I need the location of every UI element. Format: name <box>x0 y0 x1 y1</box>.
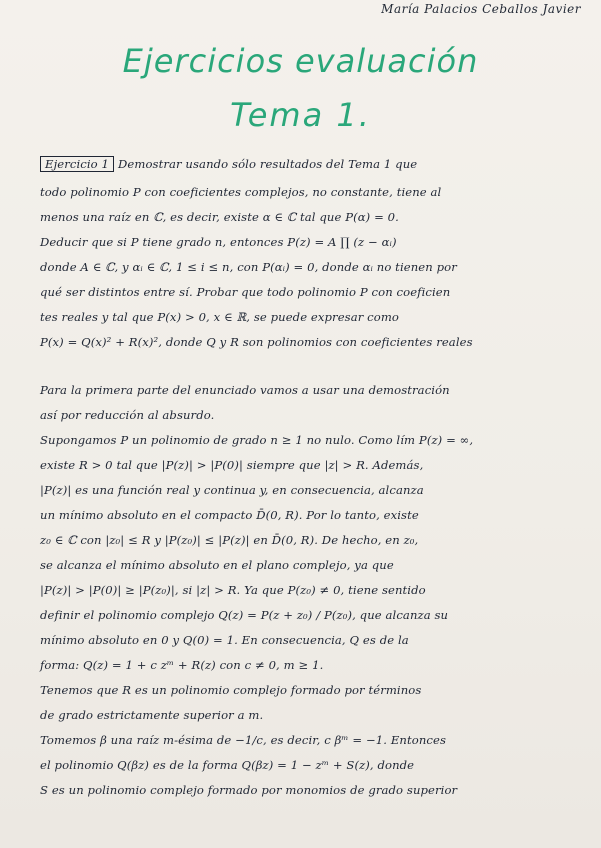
answer-line-5: |P(z)| es una función real y continua y, en consecuencia, alcanza <box>40 483 424 497</box>
statement-line-3: menos una raíz en ℂ, es decir, existe α ∈ ℂ tal que P(α) = 0. <box>40 210 399 224</box>
statement-line-6: qué ser distintos entre sí. Probar que todo polinomio P con coeficien <box>40 285 451 299</box>
author-name: María Palacios Ceballos Javier <box>381 2 581 16</box>
statement-line-8: P(x) = Q(x)² + R(x)², donde Q y R son polinomios con coeficientes reales <box>40 335 473 349</box>
answer-line-17: S es un polinomio complejo formado por monomios de grado superior <box>40 783 458 797</box>
statement-line-7: tes reales y tal que P(x) > 0, x ∈ ℝ, se puede expresar como <box>40 310 399 324</box>
answer-line-7: z₀ ∈ ℂ con |z₀| ≤ R y |P(z₀)| ≤ |P(z)| en D̄(0, R). De hecho, en z₀, <box>40 533 419 547</box>
page-title: Ejercicios evaluación <box>122 42 479 80</box>
answer-line-14: de grado estrictamente superior a m. <box>40 708 264 722</box>
statement-line-1-text: Demostrar usando sólo resultados del Tema 1 que <box>118 157 418 171</box>
answer-line-2: así por reducción al absurdo. <box>40 408 215 422</box>
exercise-label: Ejercicio 1 <box>45 157 110 171</box>
exercise-label-box <box>40 156 114 172</box>
answer-line-13: Tenemos que R es un polinomio complejo formado por términos <box>40 683 422 697</box>
statement-line-1 <box>40 156 580 172</box>
answer-line-6: un mínimo absoluto en el compacto D̄(0, R). Por lo tanto, existe <box>40 508 419 522</box>
answer-line-10: definir el polinomio complejo Q(z) = P(z + z₀) / P(z₀), que alcanza su <box>40 608 449 622</box>
statement-line-2: todo polinomio P con coeficientes complejos, no constante, tiene al <box>40 185 442 199</box>
answer-line-8: se alcanza el mínimo absoluto en el plano complejo, ya que <box>40 558 394 572</box>
answer-line-16: el polinomio Q(βz) es de la forma Q(βz) = 1 − zᵐ + S(z), donde <box>40 758 415 772</box>
statement-line-5: donde A ∈ ℂ, y αᵢ ∈ ℂ, 1 ≤ i ≤ n, con P(αᵢ) = 0, donde αᵢ no tienen por <box>40 260 457 274</box>
statement-line-4: Deducir que si P tiene grado n, entonces P(z) = A ∏ (z − αᵢ) <box>40 235 397 249</box>
answer-line-1: Para la primera parte del enunciado vamos a usar una demostración <box>40 383 450 397</box>
answer-line-12: forma: Q(z) = 1 + c zᵐ + R(z) con c ≠ 0, m ≥ 1. <box>40 658 324 672</box>
page-subtitle: Tema 1. <box>230 96 371 134</box>
answer-line-15: Tomemos β una raíz m-ésima de −1/c, es decir, c βᵐ = −1. Entonces <box>40 733 446 747</box>
answer-line-11: mínimo absoluto en 0 y Q(0) = 1. En consecuencia, Q es de la <box>40 633 409 647</box>
answer-line-4: existe R > 0 tal que |P(z)| > |P(0)| siempre que |z| > R. Además, <box>40 458 424 472</box>
answer-line-9: |P(z)| > |P(0)| ≥ |P(z₀)|, si |z| > R. Ya que P(z₀) ≠ 0, tiene sentido <box>40 583 426 597</box>
answer-line-3: Supongamos P un polinomio de grado n ≥ 1 no nulo. Como lím P(z) = ∞, <box>40 433 474 447</box>
